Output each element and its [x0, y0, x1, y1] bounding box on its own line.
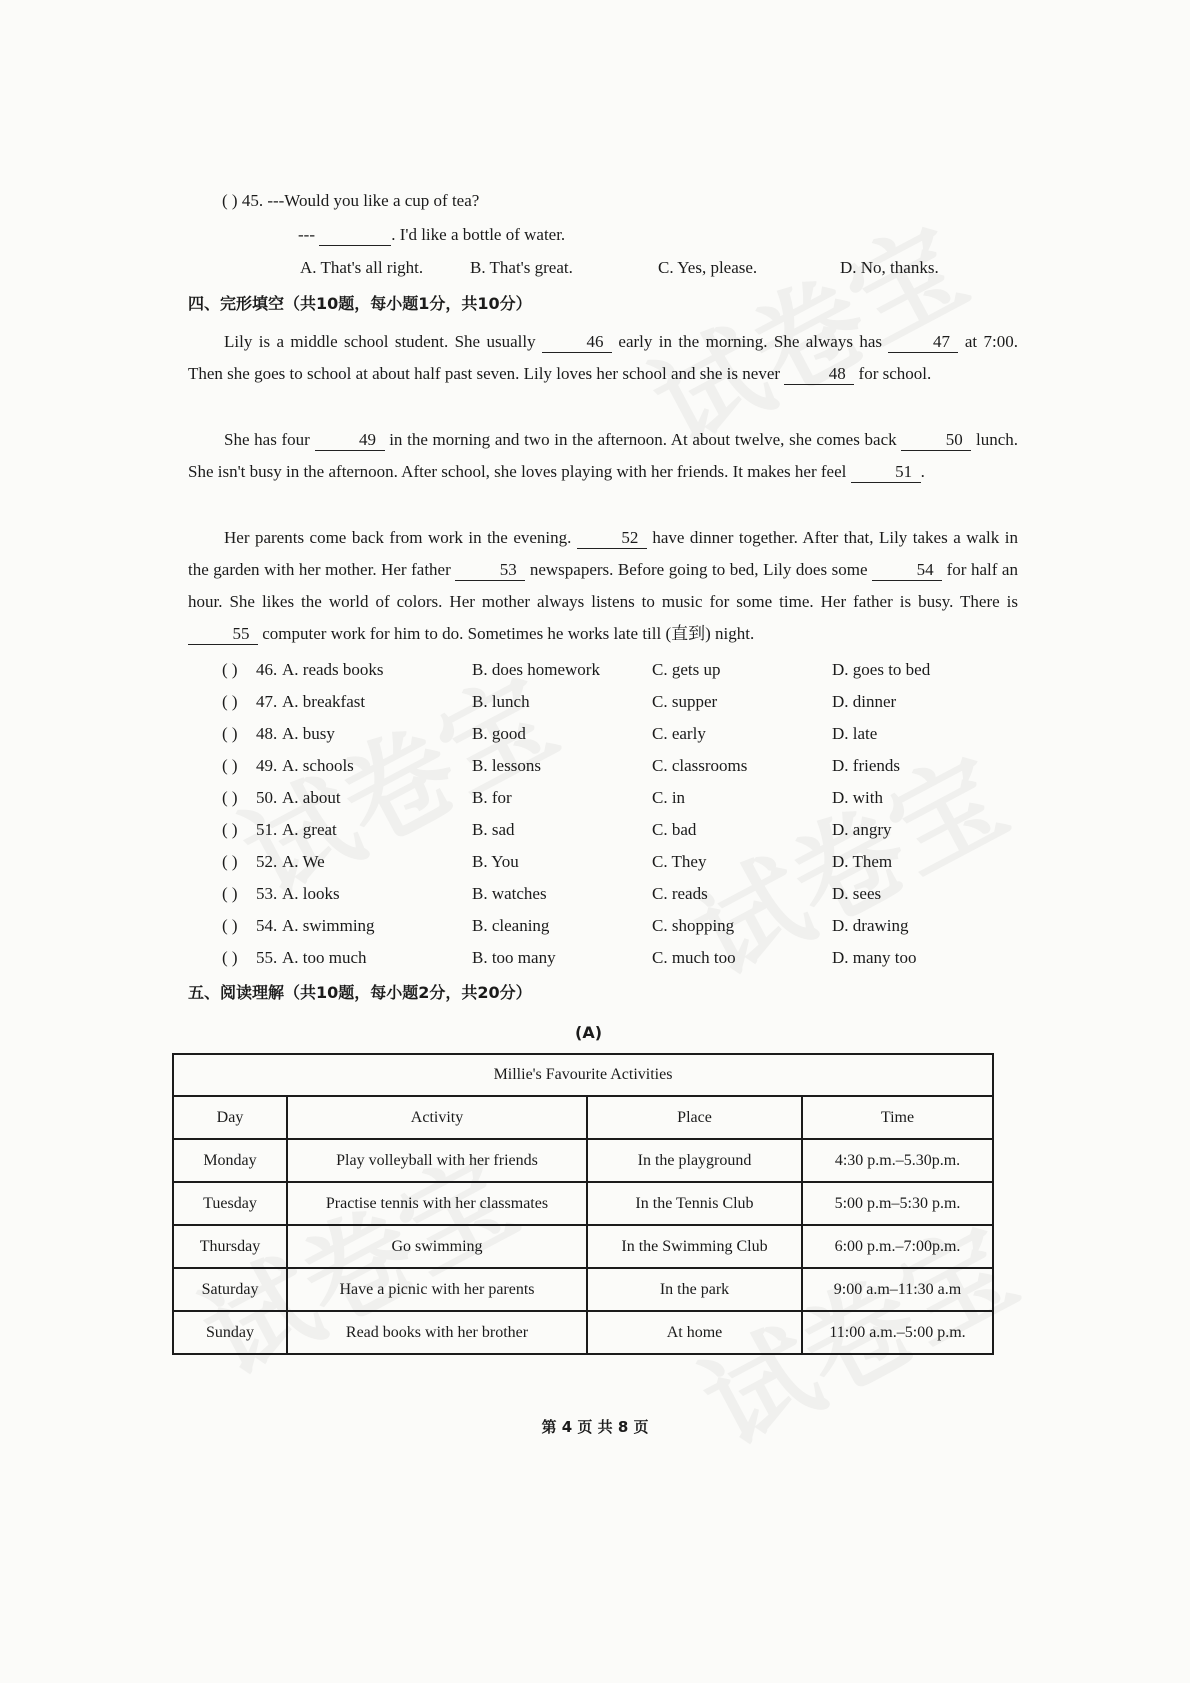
section-4-heading: 四、完形填空（共10题，每小题1分，共10分） — [188, 294, 532, 313]
cloze-paragraph-1: Lily is a middle school student. She usually 46 early in the morning. She always has 47 at 7:00. Then she goes to school at about half past seven. Lily loves her school and she is never 48 for school. — [188, 332, 1018, 383]
header-time: Time — [802, 1096, 993, 1139]
question-row: ( ) 47. A. breakfast B. lunch C. supper D. dinner — [222, 692, 897, 711]
question-row: ( ) 49. A. schools B. lessons C. classrooms D. friends — [222, 756, 900, 775]
table-row: Saturday Have a picnic with her parents In the park 9:00 a.m–11:30 a.m — [173, 1268, 993, 1311]
question-45-reply: --- . I'd like a bottle of water. — [298, 225, 566, 244]
header-place: Place — [587, 1096, 802, 1139]
question-row: ( ) 51. A. great B. sad C. bad D. angry — [222, 820, 892, 839]
option-c: C. Yes, please. — [658, 258, 758, 277]
option-a: A. That's all right. — [300, 258, 424, 277]
option-b: B. That's great. — [470, 258, 573, 277]
question-text: ---Would you like a cup of tea? — [267, 191, 480, 210]
header-activity: Activity — [287, 1096, 587, 1139]
question-row: ( ) 50. A. about B. for C. in D. with — [222, 788, 883, 807]
table-caption: Millie's Favourite Activities — [173, 1054, 993, 1096]
header-day: Day — [173, 1096, 287, 1139]
question-row: ( ) 53. A. looks B. watches C. reads D. sees — [222, 884, 882, 903]
cloze-paragraph-2: She has four 49 in the morning and two in the afternoon. At about twelve, she comes back 50 lunch. She isn't busy in the afternoon. After school, she loves playing with her friends. It makes her feel 51 . — [188, 430, 1018, 481]
answer-paren: ( ) — [222, 191, 238, 210]
option-d: D. No, thanks. — [840, 258, 939, 277]
question-row: ( ) 54. A. swimming B. cleaning C. shopping D. drawing — [222, 916, 909, 935]
activities-table — [172, 1053, 994, 1355]
part-label: (A) — [575, 1023, 603, 1042]
question-row: ( ) 55. A. too much B. too many C. much too D. many too — [222, 948, 917, 967]
table-row: Monday Play volleyball with her friends In the playground 4:30 p.m.–5.30p.m. — [173, 1139, 993, 1182]
question-number: 45. — [241, 191, 264, 210]
question-45 — [222, 190, 479, 212]
table-header-row — [173, 1096, 993, 1139]
section-5-heading: 五、阅读理解（共10题，每小题2分，共20分） — [188, 983, 532, 1002]
cloze-paragraph-3: Her parents come back from work in the evening. 52 have dinner together. After that, Lily takes a walk in the garden with her mother. Her father 53 newspapers. Before going to bed, Lily does some 54 for half an hour. She likes the world of colors. Her mother always listens to music for some time. Her father is busy. There is 55 computer work for him to do. Sometimes he works late till (直到) night. — [188, 528, 1018, 643]
answer-blank — [319, 225, 391, 246]
question-row: ( ) 48. A. busy B. good C. early D. late — [222, 724, 878, 743]
table-row: Sunday Read books with her brother At home 11:00 a.m.–5:00 p.m. — [173, 1311, 993, 1354]
table-row: Tuesday Practise tennis with her classmates In the Tennis Club 5:00 p.m–5:30 p.m. — [173, 1182, 993, 1225]
table-row: Thursday Go swimming In the Swimming Club 6:00 p.m.–7:00p.m. — [173, 1225, 993, 1268]
question-row: ( ) 52. A. We B. You C. They D. Them — [222, 852, 893, 871]
question-row: ( ) 46. A. reads books B. does homework C. gets up D. goes to bed — [222, 660, 931, 679]
page-number: 第 4 页 共 8 页 — [541, 1418, 649, 1436]
